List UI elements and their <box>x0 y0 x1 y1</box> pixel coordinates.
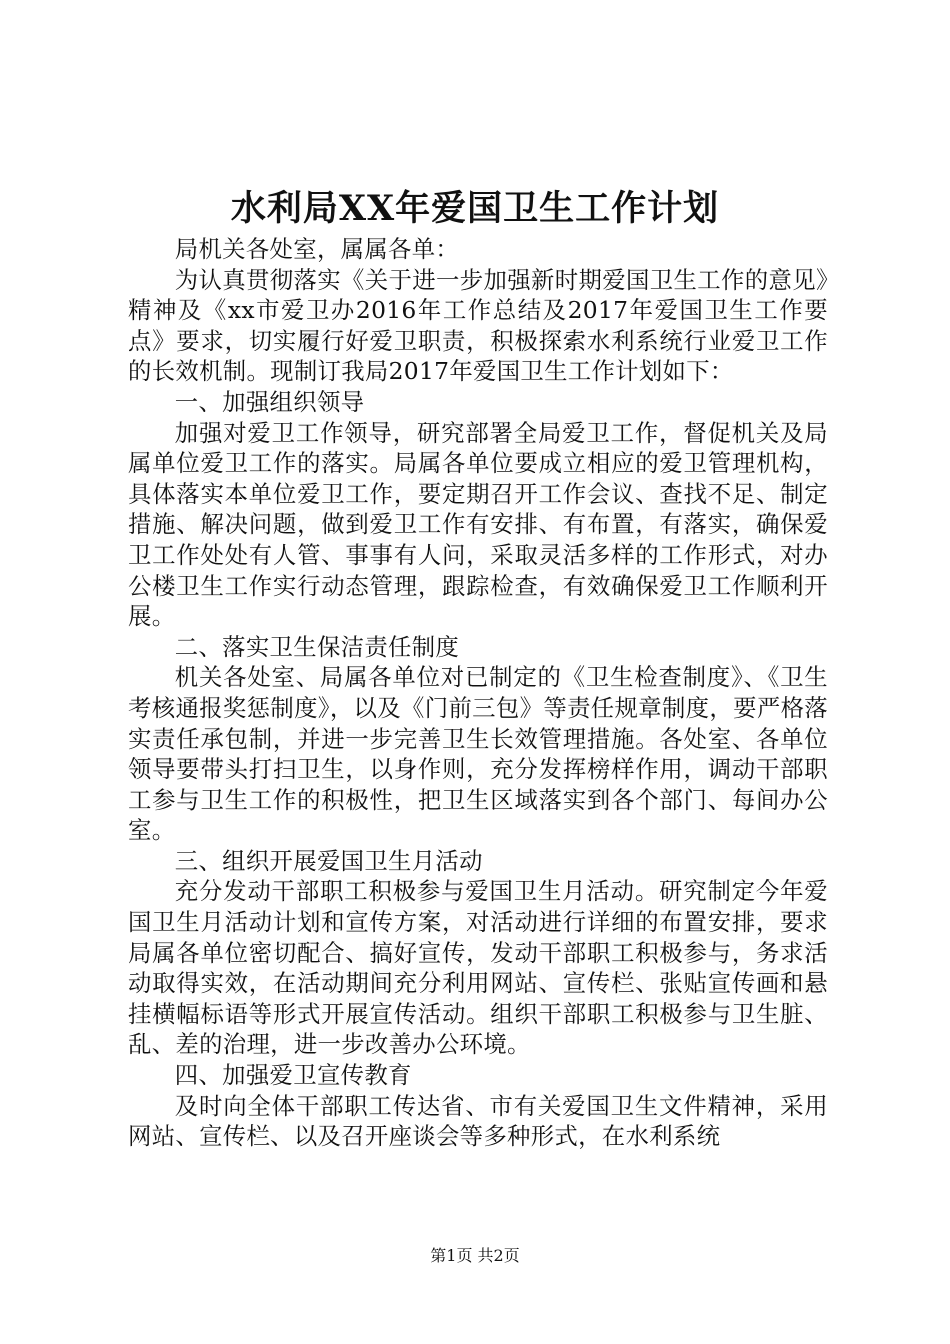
intro-paragraph: 为认真贯彻落实《关于进一步加强新时期爱国卫生工作的意见》精神及《xx市爱卫办2016年工作总结及2017年爱国卫生工作要点》要求，切实履行好爱卫职责，积极探索水利系统行业爱卫工作的长效机制。现制订我局2017年爱国卫生工作计划如下： <box>128 265 828 386</box>
section-paragraph-1: 加强对爱卫工作领导，研究部署全局爱卫工作，督促机关及局属单位爱卫工作的落实。局属各单位要成立相应的爱卫管理机构，具体落实本单位爱卫工作，要定期召开工作会议、查找不足、制定措施、解决问题，做到爱卫工作有安排、有布置，有落实，确保爱卫工作处处有人管、事事有人问，采取灵活多样的工作形式，对办公楼卫生工作实行动态管理，跟踪检查，有效确保爱卫工作顺利开展。 <box>128 418 828 631</box>
section-heading-1: 一、加强组织领导 <box>174 387 365 416</box>
section-heading-3: 三、组织开展爱国卫生月活动 <box>174 846 483 875</box>
section-heading-2: 二、落实卫生保洁责任制度 <box>174 632 460 661</box>
salutation: 局机关各处室，属属各单： <box>174 235 460 263</box>
document-body <box>128 234 828 1152</box>
document-title: 水利局XX年爱国卫生工作计划 <box>230 188 720 229</box>
section-heading-4: 四、加强爱卫宣传教育 <box>174 1061 412 1090</box>
page-number-footer: 第1页 共2页 <box>430 1246 520 1265</box>
section-paragraph-4: 及时向全体干部职工传达省、市有关爱国卫生文件精神，采用网站、宣传栏、以及召开座谈会等多种形式，在水利系统 <box>128 1091 828 1151</box>
section-paragraph-2: 机关各处室、局属各单位对已制定的《卫生检查制度》、《卫生考核通报奖惩制度》，以及《门前三包》等责任规章制度，要严格落实责任承包制，并进一步完善卫生长效管理措施。各处室、各单位领导要带头打扫卫生，以身作则，充分发挥榜样作用，调动干部职工参与卫生工作的积极性，把卫生区域落实到各个部门、每间办公室。 <box>128 663 828 845</box>
section-paragraph-3: 充分发动干部职工积极参与爱国卫生月活动。研究制定今年爱国卫生月活动计划和宣传方案，对活动进行详细的布置安排，要求局属各单位密切配合、搞好宣传，发动干部职工积极参与，务求活动取得实效，在活动期间充分利用网站、宣传栏、张贴宣传画和悬挂横幅标语等形式开展宣传活动。组织干部职工积极参与卫生脏、乱、差的治理，进一步改善办公环境。 <box>128 877 828 1059</box>
